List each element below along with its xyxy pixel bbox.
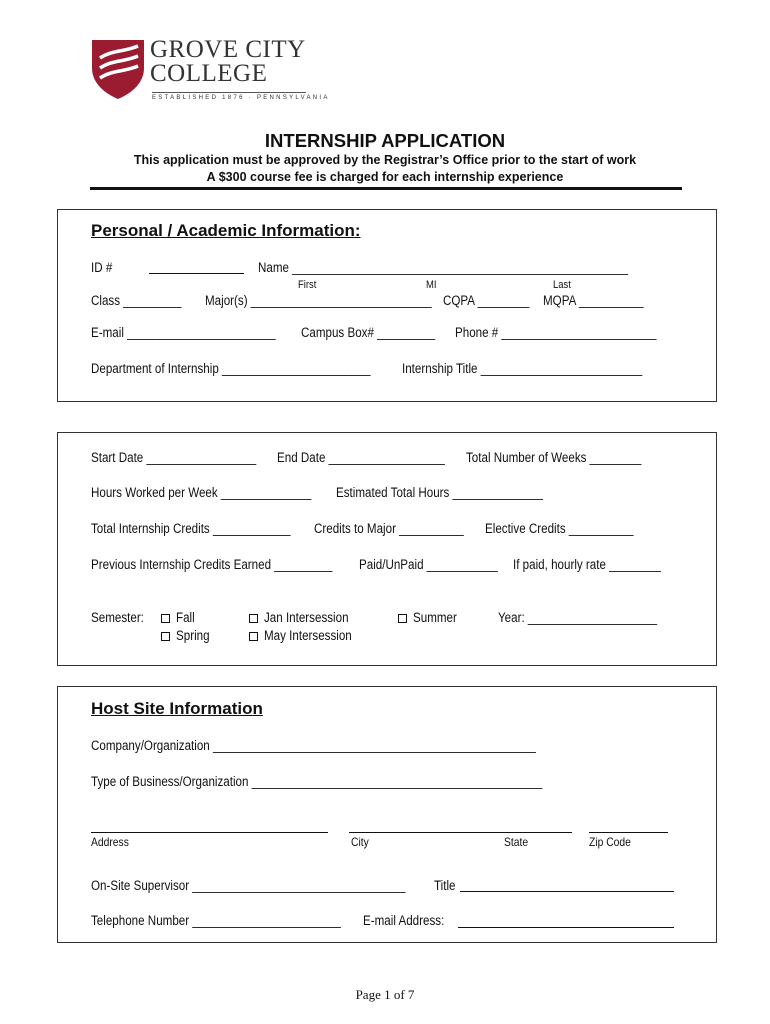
jan-intersession-option[interactable] — [249, 610, 362, 625]
spring-checkbox[interactable] — [161, 632, 170, 641]
zip-caption: Zip Code — [589, 835, 631, 849]
phone-field[interactable]: Phone # ________________________ — [455, 325, 657, 340]
header-rule — [90, 187, 682, 190]
id-field[interactable] — [149, 273, 244, 274]
summer-option[interactable] — [398, 610, 464, 625]
elective-credits-field[interactable]: Elective Credits __________ — [485, 521, 634, 536]
may-intersession-checkbox[interactable] — [249, 632, 258, 641]
year-field[interactable]: Year: ____________________ — [498, 610, 658, 625]
city-caption: City — [351, 835, 369, 849]
start-date-field[interactable]: Start Date _________________ — [91, 450, 257, 465]
total-weeks-field[interactable]: Total Number of Weeks ________ — [466, 450, 642, 465]
end-date-field[interactable]: End Date __________________ — [277, 450, 445, 465]
supervisor-title-label: Title — [434, 878, 456, 893]
summer-label: Summer — [413, 610, 457, 625]
page-title: INTERNSHIP APPLICATION — [264, 130, 506, 151]
city-line[interactable] — [349, 832, 572, 833]
id-label: ID # — [91, 260, 113, 275]
logo-line1: GROVE CITY — [150, 36, 306, 63]
subtitle-fee: A $300 course fee is charged for each internship experience — [206, 170, 564, 184]
subtitle-approval: This application must be approved by the Registrar’s Office prior to the start of work — [133, 153, 637, 167]
fall-option[interactable] — [161, 610, 198, 625]
fall-label: Fall — [176, 610, 195, 625]
credits-major-field[interactable]: Credits to Major __________ — [314, 521, 464, 536]
college-logo — [90, 36, 330, 104]
department-field[interactable]: Department of Internship _______________________ — [91, 361, 371, 376]
cqpa-field[interactable]: CQPA ________ — [443, 293, 530, 308]
fall-checkbox[interactable] — [161, 614, 170, 623]
address-line[interactable] — [91, 832, 328, 833]
zip-line[interactable] — [589, 832, 668, 833]
hourly-rate-field[interactable]: If paid, hourly rate ________ — [513, 557, 661, 572]
may-intersession-option[interactable] — [249, 628, 366, 643]
host-section — [57, 686, 717, 943]
summer-checkbox[interactable] — [398, 614, 407, 623]
business-type-field[interactable]: Type of Business/Organization _____________________________________________ — [91, 774, 543, 789]
class-field[interactable]: Class _________ — [91, 293, 182, 308]
estimated-hours-field[interactable]: Estimated Total Hours ______________ — [336, 485, 543, 500]
paid-unpaid-field[interactable]: Paid/UnPaid ___________ — [359, 557, 498, 572]
page-number: Page 1 of 7 — [355, 987, 415, 1002]
total-credits-field[interactable]: Total Internship Credits ____________ — [91, 521, 291, 536]
host-email-label: E-mail Address: — [363, 913, 445, 928]
mqpa-field[interactable]: MQPA __________ — [543, 293, 644, 308]
logo-line2: COLLEGE — [150, 60, 268, 87]
logo-tagline: ESTABLISHED 1876 · PENNSYLVANIA — [152, 95, 330, 101]
internship-title-field[interactable]: Internship Title _________________________ — [402, 361, 643, 376]
semester-label: Semester: — [91, 610, 144, 625]
previous-credits-field[interactable]: Previous Internship Credits Earned _________ — [91, 557, 333, 572]
majors-field[interactable]: Major(s) ____________________________ — [205, 293, 432, 308]
jan-intersession-checkbox[interactable] — [249, 614, 258, 623]
state-caption: State — [504, 835, 529, 849]
may-intersession-label: May Intersession — [264, 628, 352, 643]
host-section-title: Host Site Information — [91, 699, 263, 718]
personal-section-title: Personal / Academic Information: — [91, 221, 361, 240]
telephone-field[interactable]: Telephone Number _______________________ — [91, 913, 341, 928]
host-email-line[interactable] — [458, 927, 674, 928]
name-first-caption: First — [298, 279, 317, 291]
spring-option[interactable] — [161, 628, 215, 643]
campus-box-field[interactable]: Campus Box# _________ — [301, 325, 436, 340]
jan-intersession-label: Jan Intersession — [264, 610, 349, 625]
schedule-section — [57, 432, 717, 666]
name-mi-caption: MI — [426, 279, 437, 291]
spring-label: Spring — [176, 628, 210, 643]
address-caption: Address — [91, 835, 129, 849]
shield-icon — [90, 38, 146, 100]
company-field[interactable]: Company/Organization __________________________________________________ — [91, 738, 536, 753]
name-last-caption: Last — [553, 279, 571, 291]
logo-divider — [152, 92, 306, 93]
supervisor-field[interactable]: On-Site Supervisor _________________________________ — [91, 878, 406, 893]
email-field[interactable]: E-mail _______________________ — [91, 325, 276, 340]
name-field[interactable]: Name ____________________________________________________ — [258, 260, 628, 275]
hours-per-week-field[interactable]: Hours Worked per Week ______________ — [91, 485, 312, 500]
supervisor-title-line[interactable] — [460, 891, 674, 892]
